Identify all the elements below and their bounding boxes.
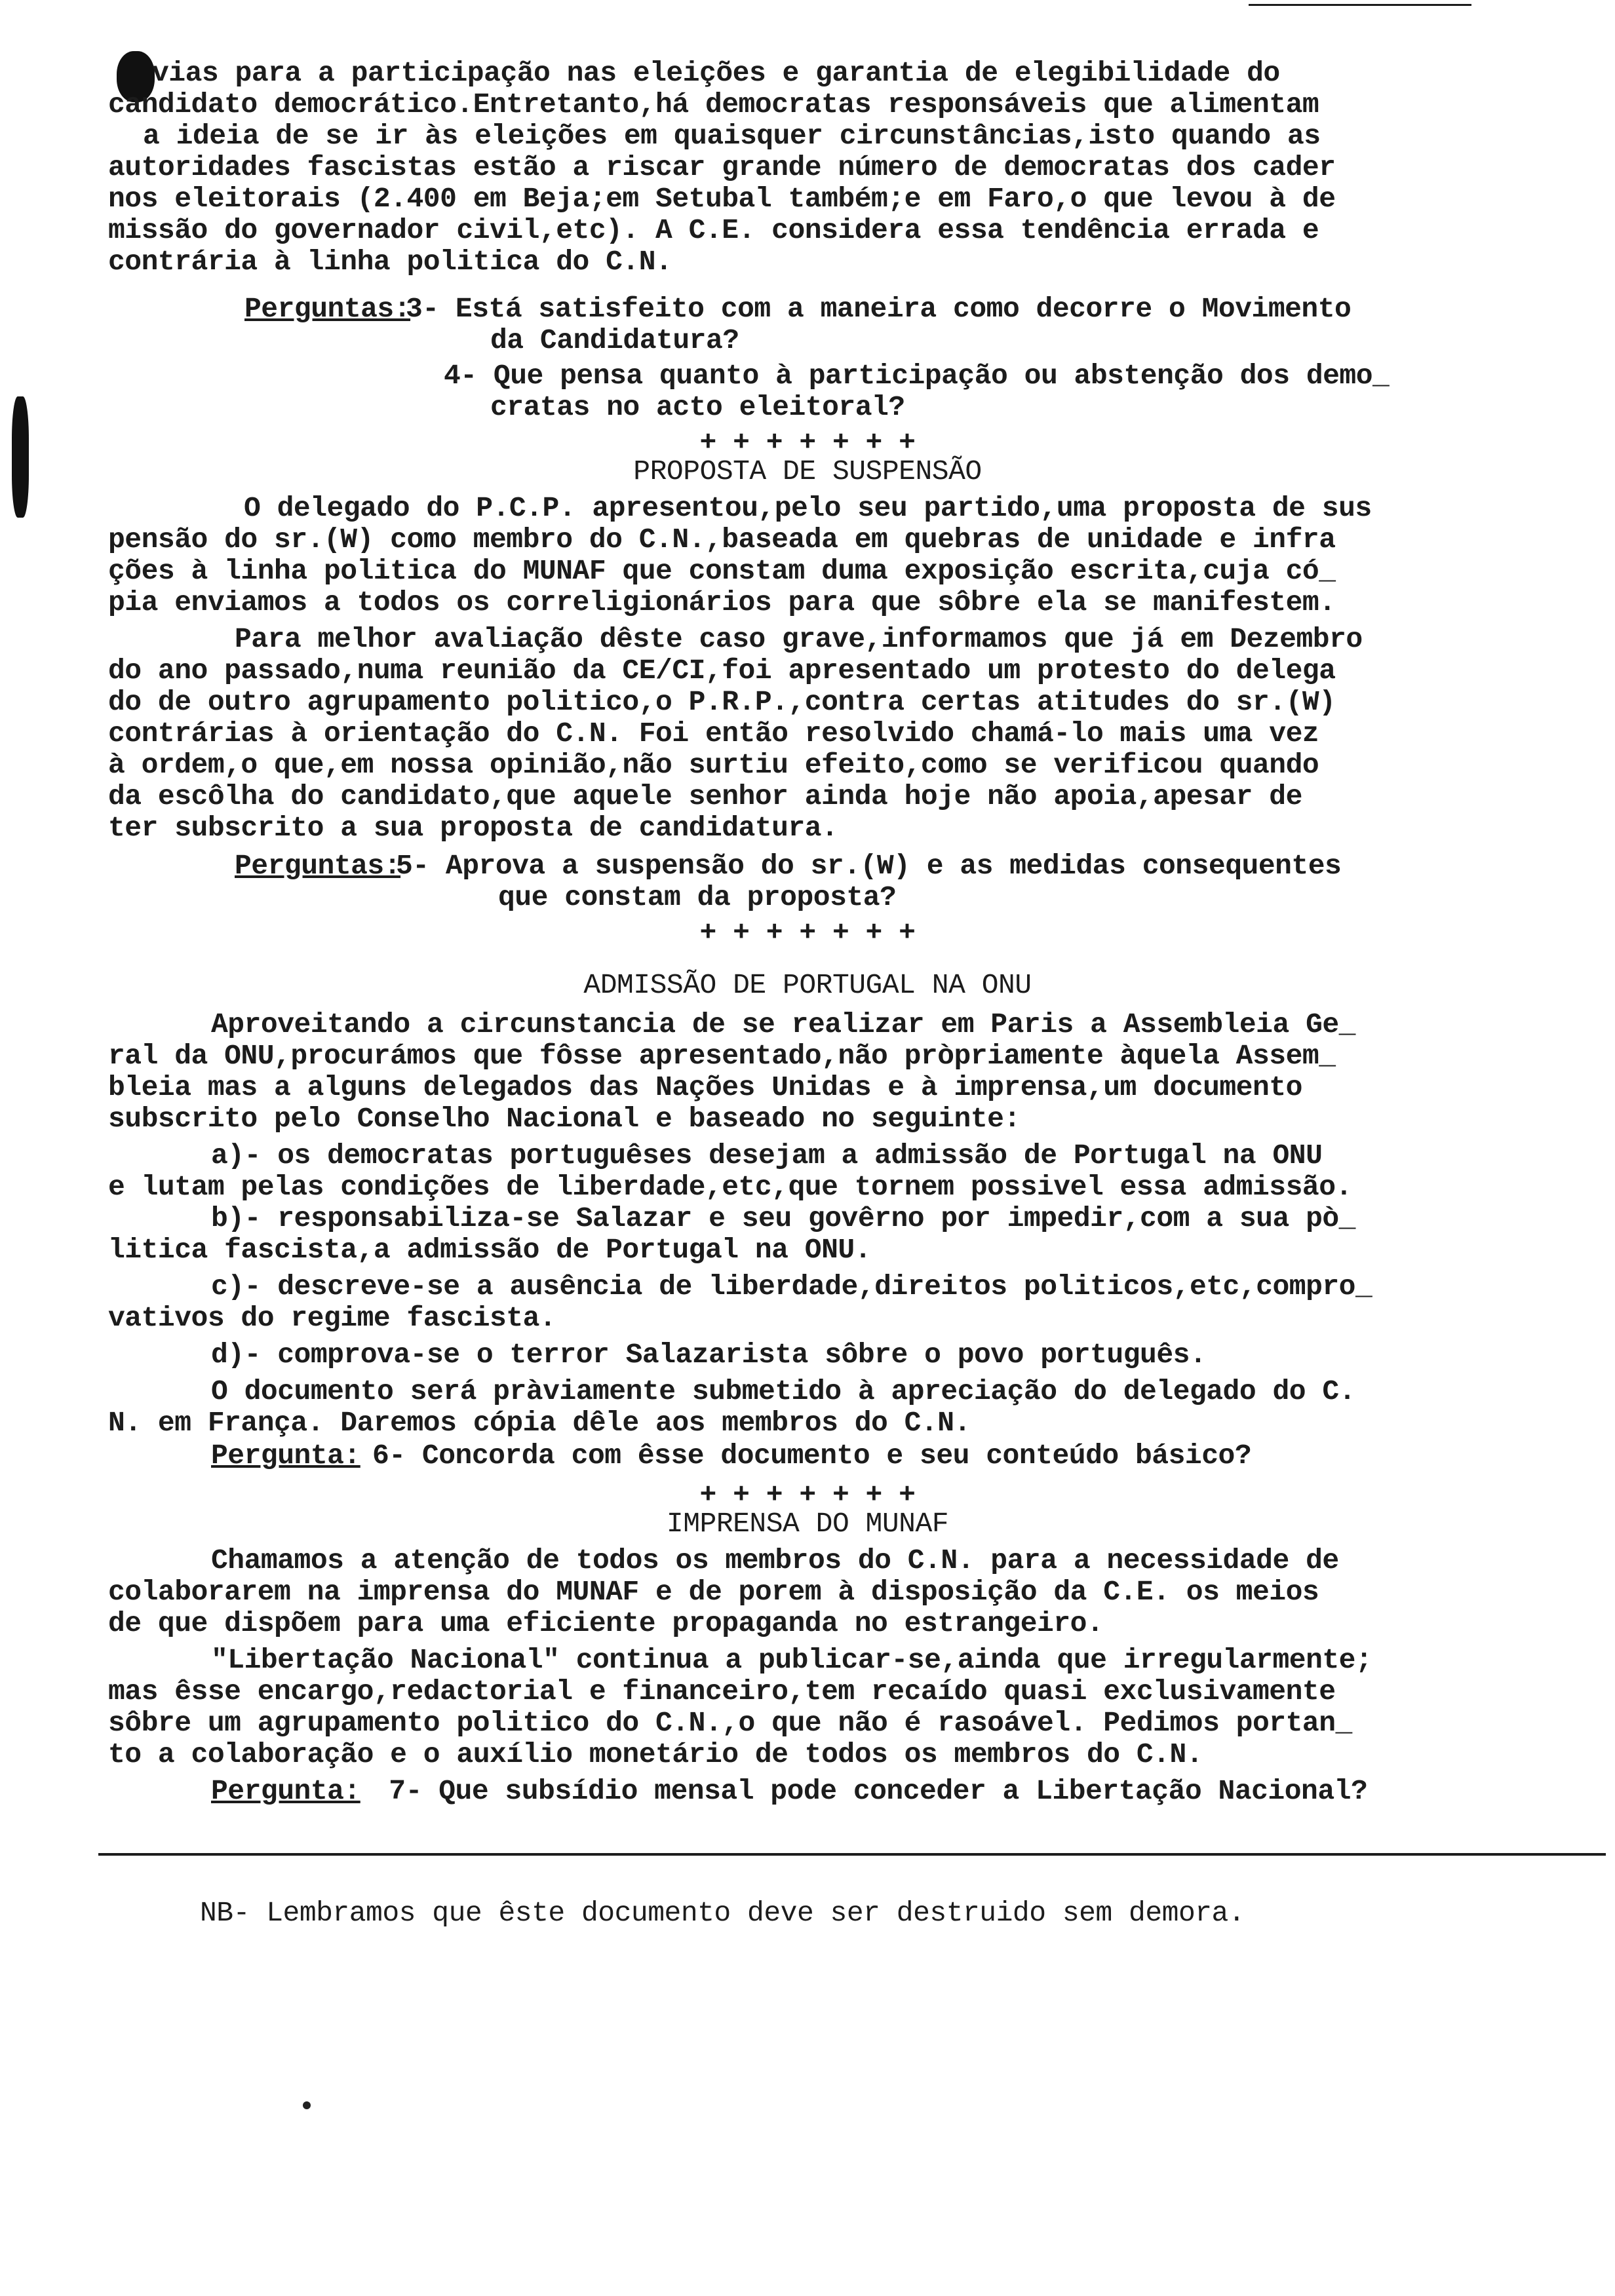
question-label: Perguntas: bbox=[235, 850, 401, 882]
paragraph-line: candidato democrático.Entretanto,há democratas responsáveis que alimentam bbox=[108, 88, 1319, 121]
paragraph-line: sôbre um agrupamento politico do C.N.,o que não é rasoável. Pedimos portan_ bbox=[108, 1707, 1352, 1739]
paragraph-line: contrária à linha politica do C.N. bbox=[108, 246, 672, 278]
list-item: a)- os democratas portuguêses desejam a admissão de Portugal na ONU bbox=[211, 1139, 1323, 1172]
paragraph-line: ral da ONU,procurámos que fôsse apresentado,não pròpriamente àquela Assem_ bbox=[108, 1040, 1336, 1072]
section-heading: IMPRENSA DO MUNAF bbox=[666, 1508, 949, 1540]
list-item: d)- comprova-se o terror Salazarista sôbre o povo português. bbox=[211, 1339, 1207, 1371]
paragraph-line: vias para a participação nas eleições e garantia de elegibilidade do bbox=[152, 57, 1280, 89]
paragraph-line: "Libertação Nacional" continua a publicar-se,ainda que irregularmente; bbox=[211, 1644, 1372, 1676]
paragraph-line: to a colaboração e o auxílio monetário de todos os membros do C.N. bbox=[108, 1738, 1203, 1770]
question-label: Perguntas: bbox=[244, 293, 411, 325]
section-divider: + + + + + + + bbox=[699, 427, 916, 459]
list-item: b)- responsabiliza-se Salazar e seu govêrno por impedir,com a sua pò_ bbox=[211, 1202, 1355, 1234]
section-heading: PROPOSTA DE SUSPENSÃO bbox=[633, 455, 982, 488]
paragraph-line: do de outro agrupamento politico,o P.R.P.,contra certas atitudes do sr.(W) bbox=[108, 686, 1336, 718]
section-heading: ADMISSÃO DE PORTUGAL NA ONU bbox=[583, 969, 1032, 1001]
paragraph-line: O documento será pràviamente submetido à apreciação do delegado do C. bbox=[211, 1375, 1355, 1407]
question-3-line-2: da Candidatura? bbox=[490, 324, 739, 356]
paragraph-line: O delegado do P.C.P. apresentou,pelo seu partido,uma proposta de sus bbox=[244, 492, 1372, 524]
paragraph-line: nos eleitorais (2.400 em Beja;em Setubal também;e em Faro,o que levou à de bbox=[108, 183, 1336, 215]
top-edge-line bbox=[1249, 4, 1471, 6]
paragraph-line: missão do governador civil,etc). A C.E. considera essa tendência errada e bbox=[108, 214, 1319, 246]
paragraph-line: pensão do sr.(W) como membro do C.N.,baseada em quebras de unidade e infra bbox=[108, 524, 1336, 556]
question-4-line-1: 4- Que pensa quanto à participação ou abstenção dos demo_ bbox=[444, 360, 1390, 392]
question-label: Pergunta: bbox=[211, 1440, 360, 1472]
section-divider: + + + + + + + bbox=[699, 917, 916, 949]
list-item: vativos do regime fascista. bbox=[108, 1302, 556, 1334]
question-label: Pergunta: bbox=[211, 1775, 360, 1807]
paragraph-line: N. em França. Daremos cópia dêle aos membros do C.N. bbox=[108, 1407, 971, 1439]
paragraph-line: do ano passado,numa reunião da CE/CI,foi apresentado um protesto do delega bbox=[108, 655, 1336, 687]
paragraph-line: Chamamos a atenção de todos os membros do C.N. para a necessidade de bbox=[211, 1544, 1339, 1577]
list-item: litica fascista,a admissão de Portugal na ONU. bbox=[108, 1234, 871, 1266]
paragraph-line: ções à linha politica do MUNAF que constam duma exposição escrita,cuja có_ bbox=[108, 555, 1336, 587]
question-5-line-1: 5- Aprova a suspensão do sr.(W) e as medidas consequentes bbox=[396, 850, 1342, 882]
ink-speck-bottom bbox=[303, 2101, 311, 2109]
footer-divider bbox=[98, 1853, 1606, 1856]
paragraph-line: autoridades fascistas estão a riscar grande número de democratas dos cader bbox=[108, 151, 1336, 183]
paragraph-line: ter subscrito a sua proposta de candidatura. bbox=[108, 812, 838, 844]
section-divider: + + + + + + + bbox=[699, 1479, 916, 1511]
list-item: c)- descreve-se a ausência de liberdade,direitos politicos,etc,compro_ bbox=[211, 1271, 1372, 1303]
question-5-line-2: que constam da proposta? bbox=[498, 881, 897, 913]
question-3-line-1: 3- Está satisfeito com a maneira como decorre o Movimento bbox=[406, 293, 1352, 325]
paragraph-line: a ideia de se ir às eleições em quaisquer circunstâncias,isto quando as bbox=[143, 120, 1321, 152]
question-7: 7- Que subsídio mensal pode conceder a Libertação Nacional? bbox=[372, 1775, 1368, 1807]
question-6: 6- Concorda com êsse documento e seu conteúdo básico? bbox=[372, 1440, 1252, 1472]
paragraph-line: pia enviamos a todos os correligionários para que sôbre ela se manifestem. bbox=[108, 586, 1336, 619]
paragraph-line: contrárias à orientação do C.N. Foi então resolvido chamá-lo mais uma vez bbox=[108, 718, 1319, 750]
paragraph-line: Aproveitando a circunstancia de se realizar em Paris a Assembleia Ge_ bbox=[211, 1008, 1355, 1041]
question-4-line-2: cratas no acto eleitoral? bbox=[490, 391, 905, 423]
paragraph-line: Para melhor avaliação dêste caso grave,informamos que já em Dezembro bbox=[235, 623, 1363, 655]
list-item: e lutam pelas condições de liberdade,etc,que tornem possivel essa admissão. bbox=[108, 1171, 1352, 1203]
footer-note: NB- Lembramos que êste documento deve ser destruido sem demora. bbox=[200, 1897, 1245, 1929]
paragraph-line: colaborarem na imprensa do MUNAF e de porem à disposição da C.E. os meios bbox=[108, 1576, 1319, 1608]
paragraph-line: subscrito pelo Conselho Nacional e baseado no seguinte: bbox=[108, 1103, 1021, 1135]
paragraph-line: mas êsse encargo,redactorial e financeiro,tem recaído quasi exclusivamente bbox=[108, 1675, 1336, 1708]
paragraph-line: de que dispõem para uma eficiente propaganda no estrangeiro. bbox=[108, 1607, 1104, 1639]
paragraph-line: à ordem,o que,em nossa opinião,não surtiu efeito,como se verificou quando bbox=[108, 749, 1319, 781]
paragraph-line: da escôlha do candidato,que aquele senhor ainda hoje não apoia,apesar de bbox=[108, 780, 1302, 813]
paragraph-line: bleia mas a alguns delegados das Nações Unidas e à imprensa,um documento bbox=[108, 1071, 1302, 1103]
